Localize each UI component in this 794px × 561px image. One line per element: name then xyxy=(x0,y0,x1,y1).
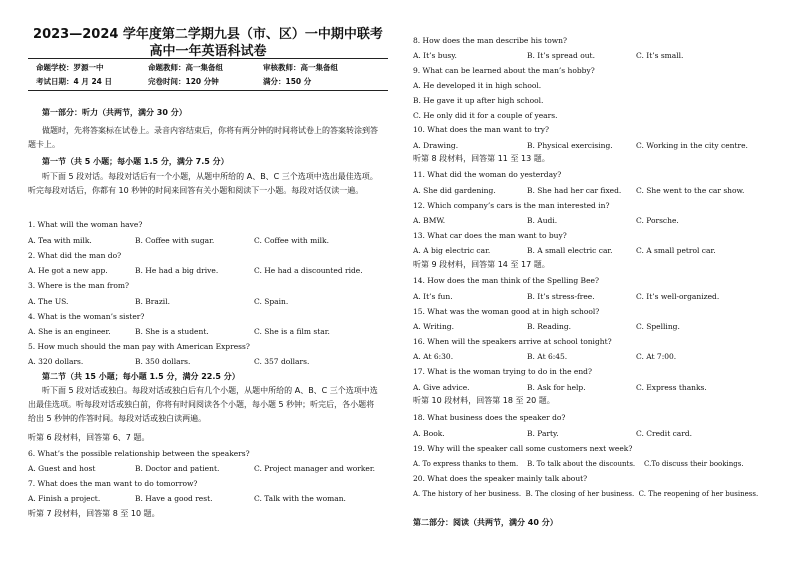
section1-heading: 第一节（共 5 小题；每小题 1.5 分，满分 7.5 分） xyxy=(42,157,229,166)
q14-option-a: A. It’s fun. xyxy=(413,292,453,301)
audio-10-label: 听第 10 段材料，回答第 18 至 20 题。 xyxy=(413,396,555,405)
q5-option-c: C. 357 dollars. xyxy=(254,357,310,366)
q13-option-a: A. A big electric car. xyxy=(413,246,491,255)
question-10: 10. What does the man want to try? xyxy=(413,125,550,134)
q14-option-b: B. It’s stress-free. xyxy=(527,292,595,301)
q8-option-a: A. It’s busy. xyxy=(413,51,457,60)
q2-option-b: B. He had a big drive. xyxy=(135,266,219,275)
q18-option-a: A. Book. xyxy=(413,429,445,438)
meta-duration: 完卷时间：120 分钟 xyxy=(148,77,219,86)
q6-option-a: A. Guest and host xyxy=(28,464,96,473)
q15-option-c: C. Spelling. xyxy=(636,322,680,331)
q16-option-c: C. At 7:00. xyxy=(636,352,677,361)
q11-option-c: C. She went to the car show. xyxy=(636,186,745,195)
q13-option-c: C. A small petrol car. xyxy=(636,246,716,255)
meta-date: 考试日期：4 月 24 日 xyxy=(36,77,112,86)
meta-school: 命题学校：罗源一中 xyxy=(36,63,104,72)
q10-option-c: C. Working in the city centre. xyxy=(636,141,748,150)
q5-option-b: B. 350 dollars. xyxy=(135,357,191,366)
audio-7-label: 听第 7 段材料，回答第 8 至 10 题。 xyxy=(28,509,160,518)
q18-option-c: C. Credit card. xyxy=(636,429,693,438)
q18-option-b: B. Party. xyxy=(527,429,559,438)
question-20: 20. What does the speaker mainly talk about? xyxy=(413,474,588,483)
q9-option-c: C. He only did it for a couple of years. xyxy=(413,111,558,120)
audio-6-label: 听第 6 段材料，回答第 6、7 题。 xyxy=(28,433,150,442)
q16-option-b: B. At 6:45. xyxy=(527,352,568,361)
q3-option-c: C. Spain. xyxy=(254,297,289,306)
question-6: 6. What’s the possible relationship between the speakers? xyxy=(28,449,250,458)
q20-options: A. The history of her business. B. The closing of her business. C. The reopening of her business. xyxy=(413,490,759,498)
question-12: 12. Which company’s cars is the man interested in? xyxy=(413,201,610,210)
q1-option-b: B. Coffee with sugar. xyxy=(135,236,215,245)
question-8: 8. How does the man describe his town? xyxy=(413,36,568,45)
q17-option-a: A. Give advice. xyxy=(413,383,470,392)
q9-option-b: B. He gave it up after high school. xyxy=(413,96,544,105)
question-17: 17. What is the woman trying to do in the end? xyxy=(413,367,592,376)
q17-option-c: C. Express thanks. xyxy=(636,383,707,392)
q8-option-b: B. It’s spread out. xyxy=(527,51,595,60)
q3-option-b: B. Brazil. xyxy=(135,297,170,306)
audio-9-label: 听第 9 段材料，回答第 14 至 17 题。 xyxy=(413,260,550,269)
question-5: 5. How much should the man pay with American Express? xyxy=(28,342,250,351)
part1-intro: 做题时，先将答案标在试卷上。录音内容结束后，你将有两分钟的时间将试卷上的答案转涂到答题卡上。 xyxy=(28,126,378,149)
q7-option-c: C. Talk with the woman. xyxy=(254,494,346,503)
question-2: 2. What did the man do? xyxy=(28,251,122,260)
question-1: 1. What will the woman have? xyxy=(28,220,143,229)
q19-options: A. To express thanks to them. B. To talk about the discounts. C.To discuss their bookings. xyxy=(413,460,744,468)
q4-option-b: B. She is a student. xyxy=(135,327,209,336)
q4-option-c: C. She is a film star. xyxy=(254,327,330,336)
q3-option-a: A. The US. xyxy=(28,297,69,306)
q12-option-c: C. Porsche. xyxy=(636,216,679,225)
q5-option-a: A. 320 dollars. xyxy=(28,357,84,366)
q4-option-a: A. She is an engineer. xyxy=(28,327,111,336)
part1-heading: 第一部分：听力（共两节，满分 30 分） xyxy=(42,108,187,117)
q2-option-c: C. He had a discounted ride. xyxy=(254,266,363,275)
question-4: 4. What is the woman’s sister? xyxy=(28,312,145,321)
q8-option-c: C. It’s small. xyxy=(636,51,684,60)
exam-title: 2023—2024 学年度第二学期九县（市、区）一中期中联考 xyxy=(33,27,383,42)
question-7: 7. What does the man want to do tomorrow? xyxy=(28,479,198,488)
q14-option-c: C. It’s well-organized. xyxy=(636,292,720,301)
q10-option-a: A. Drawing. xyxy=(413,141,459,150)
q13-option-b: B. A small electric car. xyxy=(527,246,613,255)
q12-option-a: A. BMW. xyxy=(413,216,446,225)
meta-author: 命题教师：高一集备组 xyxy=(148,63,223,72)
q1-option-a: A. Tea with milk. xyxy=(28,236,92,245)
question-9: 9. What can be learned about the man’s hobby? xyxy=(413,66,595,75)
question-18: 18. What business does the speaker do? xyxy=(413,413,566,422)
question-14: 14. How does the man think of the Spelling Bee? xyxy=(413,276,599,285)
q7-option-b: B. Have a good rest. xyxy=(135,494,213,503)
q1-option-c: C. Coffee with milk. xyxy=(254,236,329,245)
q6-option-b: B. Doctor and patient. xyxy=(135,464,220,473)
question-13: 13. What car does the man want to buy? xyxy=(413,231,567,240)
q12-option-b: B. Audi. xyxy=(527,216,558,225)
q7-option-a: A. Finish a project. xyxy=(28,494,101,503)
question-15: 15. What was the woman good at in high school? xyxy=(413,307,600,316)
part2-heading: 第二部分：阅读（共两节，满分 40 分） xyxy=(413,518,558,527)
meta-reviewer: 审核教师：高一集备组 xyxy=(263,63,338,72)
question-11: 11. What did the woman do yesterday? xyxy=(413,170,562,179)
question-3: 3. Where is the man from? xyxy=(28,281,130,290)
section2-heading: 第二节（共 15 小题；每小题 1.5 分，满分 22.5 分） xyxy=(42,372,240,381)
q9-option-a: A. He developed it in high school. xyxy=(413,81,542,90)
q17-option-b: B. Ask for help. xyxy=(527,383,586,392)
meta-score: 满分：150 分 xyxy=(263,77,312,86)
q11-option-a: A. She did gardening. xyxy=(413,186,496,195)
q15-option-b: B. Reading. xyxy=(527,322,572,331)
audio-8-label: 听第 8 段材料，回答第 11 至 13 题。 xyxy=(413,154,550,163)
q2-option-a: A. He got a new app. xyxy=(28,266,108,275)
q6-option-c: C. Project manager and worker. xyxy=(254,464,375,473)
q15-option-a: A. Writing. xyxy=(413,322,454,331)
divider-top xyxy=(28,58,388,59)
exam-subtitle: 高中一年英语科试卷 xyxy=(149,44,267,59)
q11-option-b: B. She had her car fixed. xyxy=(527,186,622,195)
question-19: 19. Why will the speaker call some customers next week? xyxy=(413,444,633,453)
question-16: 16. When will the speakers arrive at school tonight? xyxy=(413,337,612,346)
divider-bottom xyxy=(28,90,388,91)
q16-option-a: A. At 6:30. xyxy=(413,352,454,361)
q10-option-b: B. Physical exercising. xyxy=(527,141,613,150)
section1-intro: 听下面 5 段对话。每段对话后有一个小题，从题中所给的 A、B、C 三个选项中选出最佳选项。听完每段对话后，你都有 10 秒钟的时间来回答有关小题和阅读下一小题。每段对话仅读一遍。 xyxy=(28,172,378,195)
section2-intro: 听下面 5 段对话或独白。每段对话或独白后有几个小题，从题中所给的 A、B、C 三个选项中选出最佳选项。听每段对话或独白前，你将有时间阅读各个小题，每小题 5 秒钟；听完后，各小题将给出 5 秒钟的作答时间。每段对话或独白读两遍。 xyxy=(28,386,378,423)
